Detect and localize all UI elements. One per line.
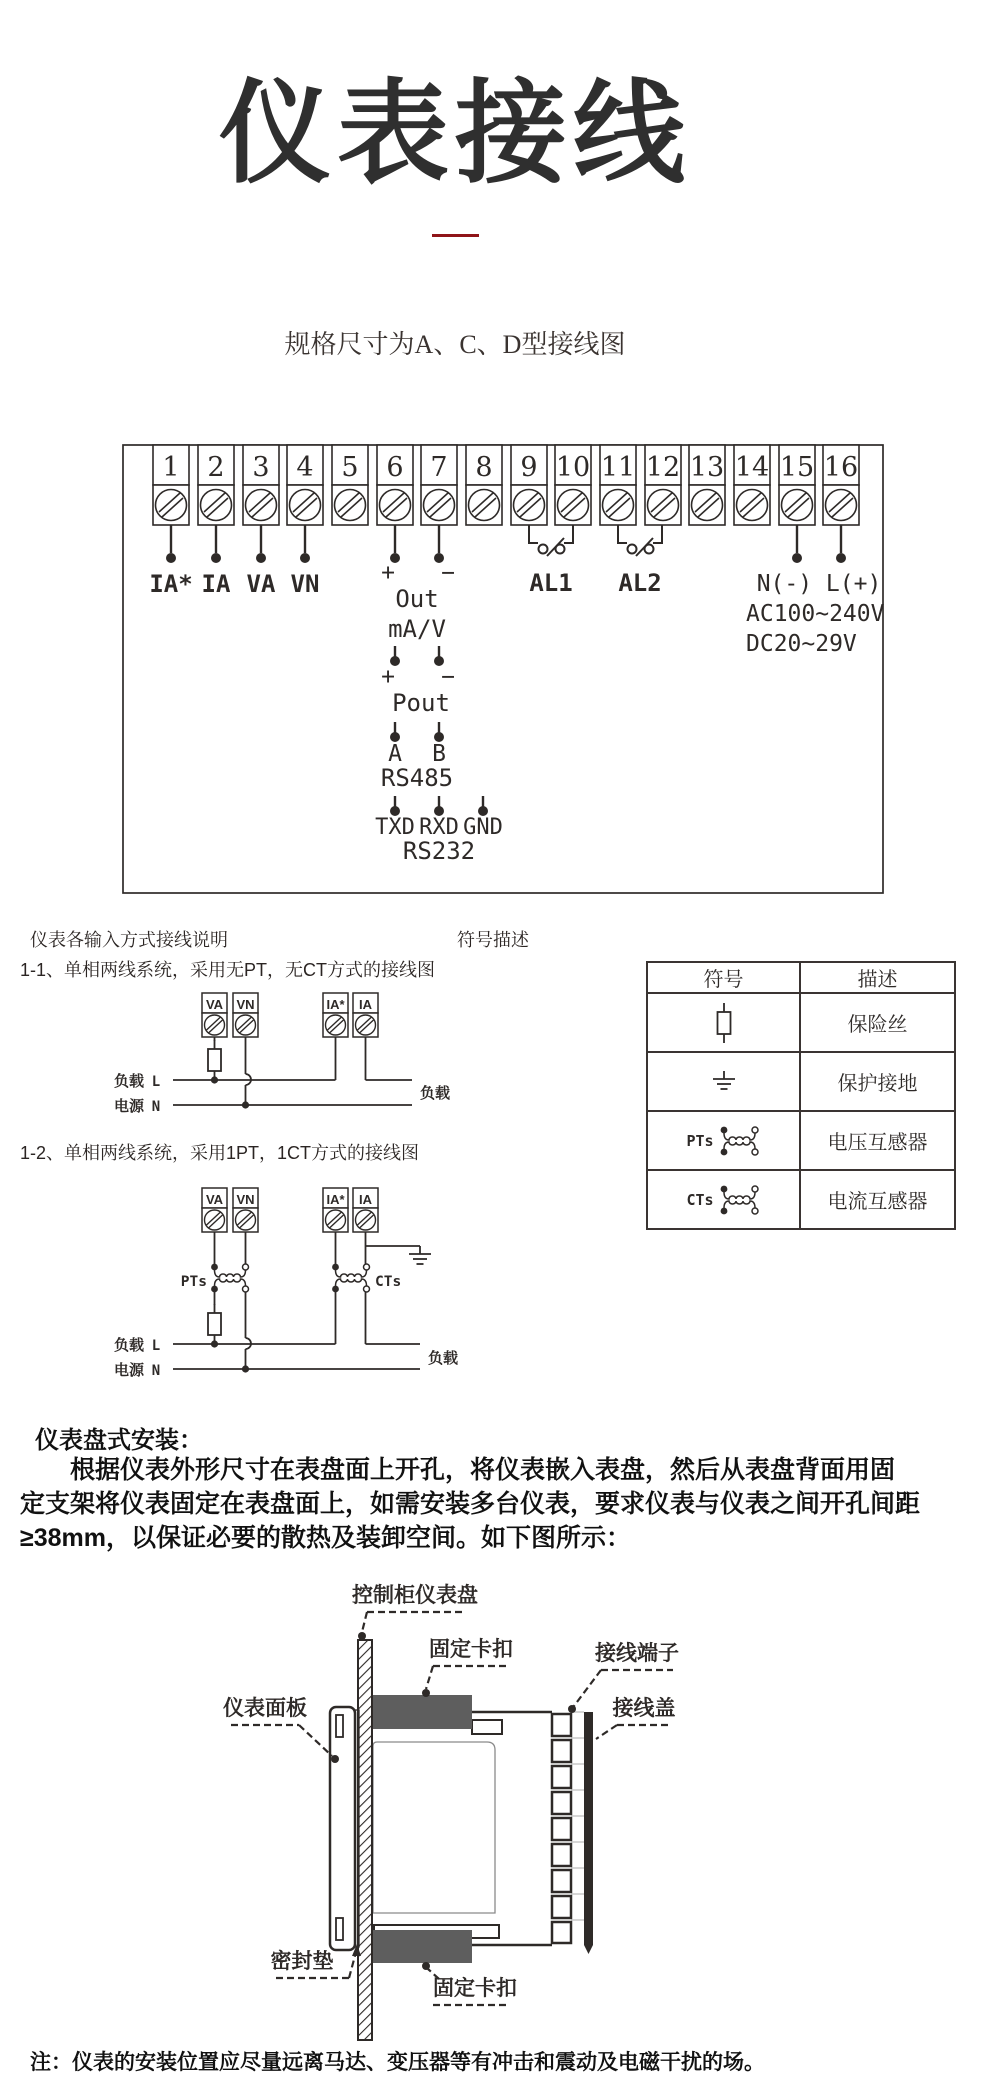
svg-text:5: 5 bbox=[341, 452, 359, 483]
svg-text:13: 13 bbox=[689, 452, 725, 483]
label-load-right: 负载 bbox=[420, 1085, 451, 1102]
label-out-plus: + bbox=[381, 560, 395, 586]
svg-text:4: 4 bbox=[296, 452, 314, 483]
label-load-left: 负载 bbox=[113, 1073, 145, 1090]
label-power-dc: DC20~29V bbox=[746, 631, 857, 657]
input-wire-dots bbox=[166, 553, 310, 563]
pt-coil-icon bbox=[211, 1264, 248, 1293]
svg-text:1: 1 bbox=[162, 452, 180, 483]
ground-icon bbox=[409, 1246, 431, 1264]
label-line-l: L bbox=[151, 1338, 161, 1354]
ground-icon bbox=[709, 1065, 739, 1099]
terminal bbox=[779, 445, 815, 525]
label-vn: VN bbox=[290, 570, 320, 598]
mini-terminals bbox=[202, 993, 378, 1037]
svg-text:2: 2 bbox=[207, 452, 225, 483]
fixing-clip-bottom bbox=[372, 1930, 472, 1963]
svg-text:VA: VA bbox=[205, 1192, 224, 1207]
svg-text:IA*: IA* bbox=[326, 997, 345, 1012]
wires bbox=[173, 1232, 420, 1369]
table-row bbox=[647, 993, 955, 1052]
label-front-panel: 仪表面板 bbox=[223, 1697, 307, 1720]
label-out-minus: − bbox=[441, 560, 455, 586]
terminal bbox=[243, 445, 279, 525]
label-rs232: RS232 bbox=[402, 837, 476, 865]
label-ia-star: IA* bbox=[149, 570, 193, 598]
install-heading: 仪表盘式安装： bbox=[35, 1427, 203, 1454]
table-row bbox=[647, 1111, 955, 1170]
svg-text:16: 16 bbox=[823, 452, 859, 483]
diagram-1-2-heading: 1-2、单相两线系统，采用1PT，1CT方式的接线图 bbox=[20, 1143, 420, 1163]
al1-contact bbox=[529, 525, 573, 556]
front-bezel bbox=[330, 1707, 355, 1950]
meter-display-window bbox=[373, 1742, 495, 1913]
label-rxd: RXD bbox=[419, 815, 459, 840]
title-accent-rule bbox=[432, 234, 479, 237]
label-power-ac: AC100~240V bbox=[746, 601, 885, 627]
label-clip-top: 固定卡扣 bbox=[429, 1638, 513, 1661]
label-pout-plus: + bbox=[381, 664, 395, 690]
wiring-cover bbox=[584, 1712, 593, 1954]
symbol-desc: 电流互感器 bbox=[800, 1170, 955, 1229]
svg-text:15: 15 bbox=[779, 452, 815, 483]
input-wires bbox=[171, 525, 305, 553]
symbol-desc: 电压互感器 bbox=[800, 1111, 955, 1170]
svg-text:12: 12 bbox=[645, 452, 681, 483]
diagram-1-1-heading: 1-1、单相两线系统，采用无PT，无CT方式的接线图 bbox=[20, 960, 436, 980]
terminal bbox=[332, 445, 368, 525]
label-terminals: 接线端子 bbox=[595, 1642, 679, 1665]
rs232-wires bbox=[395, 796, 483, 807]
label-gasket: 密封垫 bbox=[270, 1950, 334, 1973]
label-rs485-b: B bbox=[432, 741, 446, 767]
label-out-unit: mA/V bbox=[388, 615, 446, 643]
diagram-1-2 bbox=[95, 1183, 495, 1403]
terminal bbox=[734, 445, 770, 525]
col-header-desc: 描述 bbox=[800, 962, 955, 993]
terminal bbox=[198, 445, 234, 525]
out-wires bbox=[395, 525, 439, 553]
svg-text:11: 11 bbox=[600, 452, 636, 483]
cabinet-panel bbox=[358, 1640, 372, 2040]
label-al2: AL2 bbox=[618, 569, 662, 597]
label-pts: PTs bbox=[180, 1274, 207, 1290]
label-txd: TXD bbox=[375, 815, 415, 840]
label-gnd: GND bbox=[463, 815, 503, 840]
installation-note: 注：仪表的安装位置应尽量远离马达、变压器等有冲击和震动及电磁干扰的场。 bbox=[30, 2051, 765, 2074]
al2-contact bbox=[618, 525, 662, 556]
ct-coil-icon bbox=[332, 1264, 369, 1293]
col-header-symbol: 符号 bbox=[647, 962, 800, 993]
installation-diagram bbox=[170, 1570, 730, 2050]
label-line-l: L bbox=[151, 1074, 161, 1090]
terminal bbox=[555, 445, 591, 525]
symbol-desc: 保护接地 bbox=[800, 1052, 955, 1111]
install-paragraph bbox=[20, 1453, 980, 1555]
svg-text:6: 6 bbox=[386, 452, 404, 483]
pt-coil-label: PTs bbox=[686, 1131, 714, 1150]
pt-coil-icon bbox=[718, 1124, 761, 1158]
clip-rail-top bbox=[472, 1720, 502, 1734]
svg-text:9: 9 bbox=[520, 452, 538, 483]
terminal bbox=[287, 445, 323, 525]
label-clip-bottom: 固定卡扣 bbox=[433, 1977, 517, 2000]
label-pout-minus: − bbox=[441, 664, 455, 690]
terminal bbox=[377, 445, 413, 525]
label-load-left: 负载 bbox=[113, 1337, 145, 1354]
paragraph-line: ≥38mm，以保证必要的散热及装卸空间。如下图所示： bbox=[20, 1524, 631, 1552]
symbol-desc-heading: 符号描述 bbox=[457, 930, 529, 950]
terminal bbox=[466, 445, 502, 525]
label-cover: 接线盖 bbox=[612, 1697, 676, 1720]
table-header-row bbox=[647, 962, 955, 993]
svg-text:IA: IA bbox=[359, 1192, 372, 1207]
label-source: 电源 bbox=[113, 1098, 145, 1115]
label-line-n: N bbox=[151, 1099, 161, 1115]
svg-text:VN: VN bbox=[236, 1192, 255, 1207]
label-ia: IA bbox=[201, 570, 231, 598]
label-power: N(-) L(+) bbox=[756, 571, 882, 597]
paragraph-line: 根据仪表外形尺寸在表盘面上开孔，将仪表嵌入表盘，然后从表盘背面用固 bbox=[70, 1456, 896, 1484]
terminal-block-diagram bbox=[100, 430, 900, 900]
label-pout: Pout bbox=[392, 689, 450, 717]
pout-wires bbox=[395, 646, 439, 657]
power-wires bbox=[797, 525, 841, 553]
symbol-table bbox=[646, 961, 956, 1230]
fuse-icon bbox=[208, 1040, 221, 1080]
svg-text:10: 10 bbox=[555, 452, 591, 483]
label-line-n: N bbox=[151, 1363, 161, 1379]
terminal bbox=[645, 445, 681, 525]
symbol-desc: 保险丝 bbox=[800, 993, 955, 1052]
diagram-1-1 bbox=[95, 988, 475, 1143]
terminal bbox=[511, 445, 547, 525]
label-va: VA bbox=[246, 570, 276, 598]
ct-coil-icon bbox=[718, 1183, 761, 1217]
fuse-icon bbox=[711, 1000, 737, 1046]
ct-coil-label: CTs bbox=[686, 1190, 714, 1209]
svg-text:VA: VA bbox=[205, 997, 224, 1012]
terminal-strip-side bbox=[552, 1712, 584, 1943]
terminal bbox=[421, 445, 457, 525]
terminal-strip bbox=[153, 445, 859, 525]
input-modes-heading: 仪表各输入方式接线说明 bbox=[30, 930, 228, 950]
svg-text:IA: IA bbox=[359, 997, 372, 1012]
label-rs485-a: A bbox=[388, 741, 402, 767]
table-row bbox=[647, 1052, 955, 1111]
rs485-wires bbox=[395, 722, 439, 733]
label-cts: CTs bbox=[375, 1274, 402, 1290]
fixing-clip-top bbox=[372, 1695, 472, 1729]
svg-text:VN: VN bbox=[236, 997, 255, 1012]
page-title: 仪表接线 bbox=[219, 71, 691, 196]
terminal bbox=[153, 445, 189, 525]
svg-text:3: 3 bbox=[252, 452, 270, 483]
label-rs485: RS485 bbox=[380, 764, 454, 792]
svg-text:7: 7 bbox=[430, 452, 448, 483]
label-al1: AL1 bbox=[529, 569, 573, 597]
svg-text:IA*: IA* bbox=[326, 1192, 345, 1207]
paragraph-line: 定支架将仪表固定在表盘面上，如需安装多台仪表，要求仪表与仪表之间开孔间距 bbox=[20, 1490, 921, 1518]
svg-text:14: 14 bbox=[734, 452, 770, 483]
label-cabinet-panel: 控制柜仪表盘 bbox=[352, 1584, 478, 1607]
subtitle: 规格尺寸为A、C、D型接线图 bbox=[284, 330, 626, 359]
terminal bbox=[823, 445, 859, 525]
label-out: Out bbox=[395, 585, 439, 613]
mini-terminals bbox=[202, 1188, 378, 1232]
terminal bbox=[689, 445, 725, 525]
label-source: 电源 bbox=[113, 1362, 145, 1379]
fuse-icon bbox=[208, 1304, 221, 1344]
table-row bbox=[647, 1170, 955, 1229]
svg-text:8: 8 bbox=[475, 452, 493, 483]
terminal bbox=[600, 445, 636, 525]
label-load-right: 负载 bbox=[428, 1350, 459, 1367]
